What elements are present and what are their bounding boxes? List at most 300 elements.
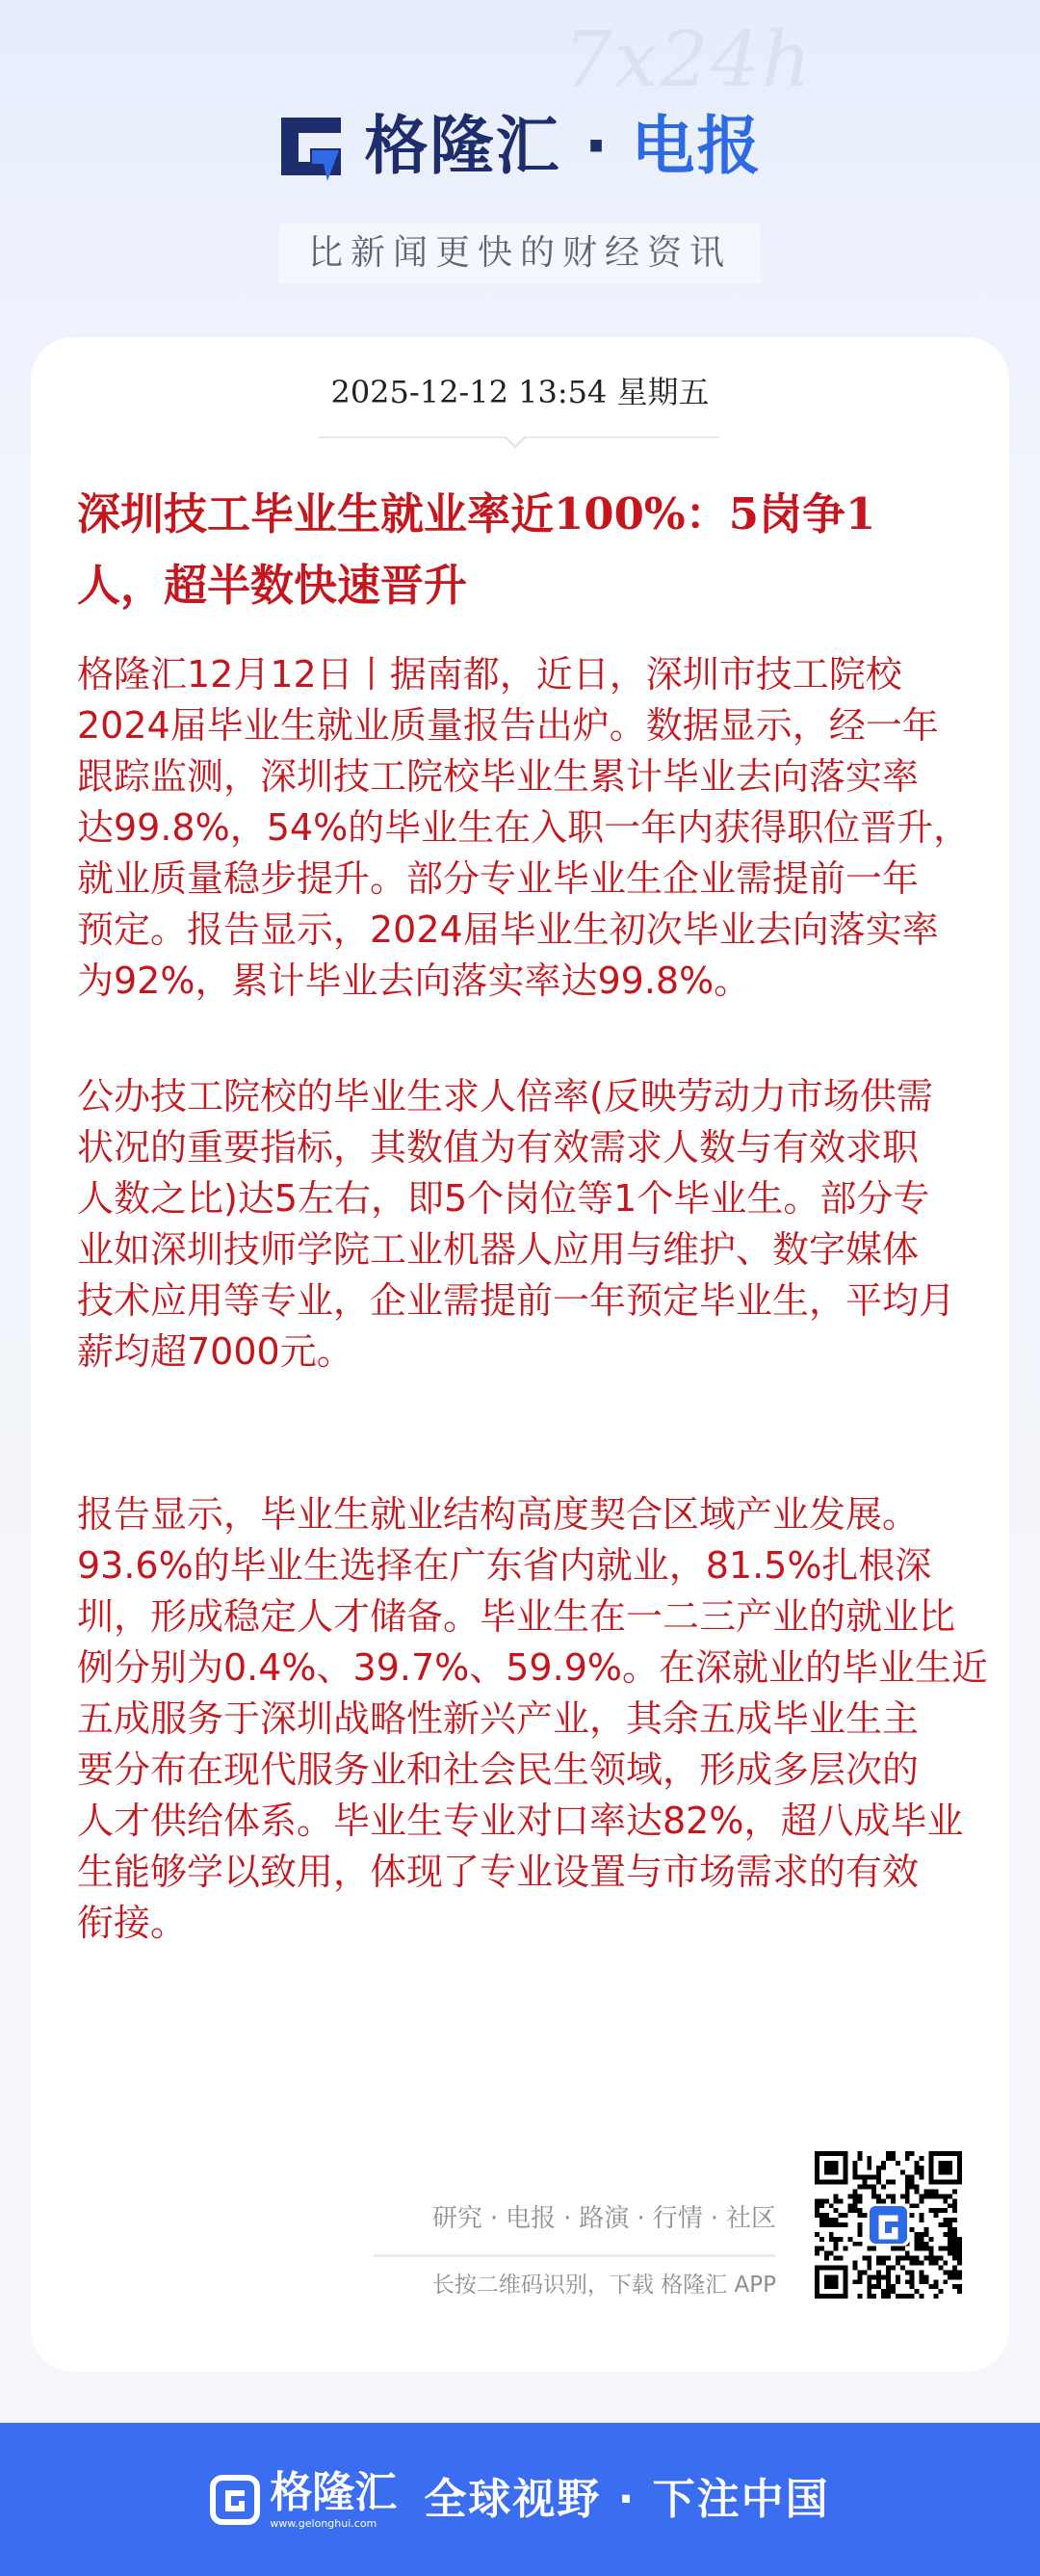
qr-module bbox=[891, 2151, 896, 2156]
qr-module bbox=[920, 2242, 924, 2247]
qr-module bbox=[924, 2189, 929, 2194]
qr-module bbox=[920, 2261, 924, 2266]
text-line: 人才供给体系。毕业生专业对口率达82%，超八成毕业 bbox=[77, 1800, 964, 1842]
separator: · bbox=[563, 2204, 572, 2233]
text-line: 薪均超7000元。 bbox=[77, 1330, 353, 1373]
qr-module bbox=[867, 2256, 871, 2261]
qr-module bbox=[952, 2237, 957, 2242]
qr-module bbox=[915, 2185, 920, 2190]
qr-module bbox=[829, 2222, 834, 2227]
qr-module bbox=[933, 2213, 938, 2218]
qr-module bbox=[948, 2242, 952, 2247]
qr-module bbox=[910, 2279, 915, 2284]
qr-module bbox=[943, 2279, 948, 2284]
qr-module bbox=[886, 2279, 891, 2284]
qr-module bbox=[905, 2294, 910, 2299]
qr-module bbox=[871, 2175, 876, 2180]
qr-module bbox=[915, 2161, 920, 2166]
qr-module bbox=[867, 2161, 871, 2166]
qr-module bbox=[852, 2198, 857, 2203]
qr-module bbox=[905, 2270, 910, 2274]
qr-module bbox=[957, 2247, 962, 2251]
gelonghui-logo-icon bbox=[277, 112, 347, 181]
footer-banner bbox=[0, 2423, 1040, 2576]
text-line: 为92%，累计毕业去向落实率达99.8%。 bbox=[77, 959, 751, 1002]
qr-module bbox=[948, 2227, 952, 2232]
qr-module bbox=[881, 2185, 886, 2190]
qr-module bbox=[876, 2166, 881, 2170]
promo-link-telegraph[interactable]: 电报 bbox=[506, 2204, 557, 2233]
qr-module bbox=[867, 2294, 871, 2299]
qr-module bbox=[891, 2198, 896, 2203]
qr-module bbox=[943, 2218, 948, 2222]
qr-module bbox=[910, 2294, 915, 2299]
qr-module bbox=[915, 2242, 920, 2247]
qr-module bbox=[881, 2294, 886, 2299]
title-line: 深圳技工毕业生就业率近100%：5岗争1 bbox=[77, 488, 876, 539]
text-line: 业如深圳技师学院工业机器人应用与维护、数字媒体 bbox=[77, 1228, 920, 1271]
text-line: 格隆汇12月12日丨据南都，近日，深圳市技工院校 bbox=[77, 653, 902, 696]
qr-module bbox=[871, 2194, 876, 2198]
text-line: 2024届毕业生就业质量报告出炉。数据显示，经一年 bbox=[77, 704, 939, 747]
qr-module bbox=[905, 2279, 910, 2284]
qr-module bbox=[852, 2265, 857, 2270]
qr-module bbox=[948, 2222, 952, 2227]
qr-module bbox=[928, 2284, 933, 2289]
gelonghui-logo-icon bbox=[210, 2475, 260, 2525]
text-line: 达99.8%，54%的毕业生在入职一年内获得职位晋升， bbox=[77, 806, 971, 849]
qr-module bbox=[905, 2185, 910, 2190]
qr-module bbox=[824, 2222, 829, 2227]
qr-module bbox=[852, 2242, 857, 2247]
qr-module bbox=[920, 2294, 924, 2299]
qr-module bbox=[920, 2237, 924, 2242]
qr-module bbox=[819, 2198, 824, 2203]
title-line: 人，超半数快速晋升 bbox=[77, 560, 468, 611]
qr-module bbox=[900, 2247, 905, 2251]
qr-module bbox=[829, 2237, 834, 2242]
qr-module bbox=[815, 2203, 819, 2208]
qr-module bbox=[819, 2203, 824, 2208]
qr-module bbox=[867, 2156, 871, 2161]
qr-module bbox=[957, 2251, 962, 2256]
text-line: 五成服务于深圳战略性新兴产业，其余五成毕业生主 bbox=[77, 1697, 920, 1740]
qr-module bbox=[829, 2218, 834, 2222]
qr-module bbox=[915, 2232, 920, 2237]
qr-module bbox=[834, 2242, 839, 2247]
qr-module bbox=[862, 2175, 867, 2180]
text-line: 报告显示，毕业生就业结构高度契合区域产业发展。 bbox=[77, 1493, 920, 1536]
qr-module bbox=[910, 2284, 915, 2289]
qr-module bbox=[933, 2284, 938, 2289]
qr-module bbox=[862, 2185, 867, 2190]
qr-module bbox=[938, 2194, 943, 2198]
qr-module bbox=[920, 2156, 924, 2161]
qr-module bbox=[910, 2256, 915, 2261]
qr-module bbox=[857, 2227, 862, 2232]
qr-module bbox=[824, 2218, 829, 2222]
qr-module bbox=[848, 2208, 853, 2213]
qr-module bbox=[834, 2208, 839, 2213]
qr-module bbox=[957, 2289, 962, 2294]
qr-module bbox=[957, 2284, 962, 2289]
qr-module bbox=[862, 2256, 867, 2261]
qr-module bbox=[857, 2156, 862, 2161]
text-line: 预定。报告显示，2024届毕业生初次毕业去向落实率 bbox=[77, 908, 939, 951]
qr-module bbox=[924, 2256, 929, 2261]
qr-module bbox=[948, 2237, 952, 2242]
qr-module bbox=[948, 2274, 952, 2279]
qr-module bbox=[957, 2261, 962, 2266]
qr-module bbox=[920, 2175, 924, 2180]
brand-header bbox=[0, 106, 1040, 187]
qr-module bbox=[844, 2222, 848, 2227]
qr-module bbox=[891, 2180, 896, 2185]
qr-module bbox=[910, 2180, 915, 2185]
text-line: 公办技工院校的毕业生求人倍率(反映劳动力市场供需 bbox=[77, 1075, 933, 1117]
qr-module bbox=[819, 2247, 824, 2251]
qr-module bbox=[815, 2232, 819, 2237]
qr-module bbox=[957, 2237, 962, 2242]
promo-link-market[interactable]: 行情 bbox=[652, 2204, 703, 2233]
qr-module bbox=[824, 2256, 829, 2261]
qr-module bbox=[924, 2232, 929, 2237]
qr-module bbox=[933, 2294, 938, 2299]
text-line: 93.6%的毕业生选择在广东省内就业，81.5%扎根深 bbox=[77, 1544, 932, 1587]
text-line: 跟踪监测，深圳技工院校毕业生累计毕业去向落实率 bbox=[77, 755, 920, 798]
qr-module bbox=[900, 2194, 905, 2198]
qr-module bbox=[891, 2194, 896, 2198]
qr-module bbox=[924, 2227, 929, 2232]
qr-module bbox=[938, 2208, 943, 2213]
qr-module bbox=[857, 2222, 862, 2227]
qr-module bbox=[881, 2161, 886, 2166]
qr-module bbox=[910, 2261, 915, 2266]
qr-module bbox=[948, 2270, 952, 2274]
qr-module bbox=[924, 2194, 929, 2198]
qr-module bbox=[915, 2256, 920, 2261]
footer-logo bbox=[210, 2469, 397, 2531]
qr-module bbox=[910, 2185, 915, 2190]
qr-module bbox=[948, 2247, 952, 2251]
qr-module bbox=[839, 2198, 844, 2203]
qr-module bbox=[857, 2185, 862, 2190]
qr-module bbox=[905, 2151, 910, 2156]
qr-module bbox=[867, 2279, 871, 2284]
qr-module bbox=[829, 2251, 834, 2256]
promo-link-community[interactable]: 社区 bbox=[725, 2204, 776, 2233]
qr-module bbox=[881, 2256, 886, 2261]
qr-module bbox=[943, 2247, 948, 2251]
qr-module bbox=[852, 2175, 857, 2180]
watermark-7x24h: 7x24h bbox=[563, 14, 814, 104]
qr-module bbox=[886, 2294, 891, 2299]
qr-module bbox=[871, 2247, 876, 2251]
promo-links bbox=[277, 2201, 776, 2236]
qr-module bbox=[915, 2247, 920, 2251]
qr-module bbox=[862, 2270, 867, 2274]
qr-module bbox=[867, 2247, 871, 2251]
text-line: 就业质量稳步提升。部分专业毕业生企业需提前一年 bbox=[77, 857, 920, 900]
qr-module bbox=[857, 2270, 862, 2274]
qr-module bbox=[852, 2189, 857, 2194]
qr-module bbox=[943, 2232, 948, 2237]
qr-module bbox=[876, 2261, 881, 2266]
promo-link-roadshow[interactable]: 路演 bbox=[579, 2204, 630, 2233]
qr-module bbox=[891, 2284, 896, 2289]
qr-module bbox=[891, 2156, 896, 2161]
qr-module bbox=[867, 2284, 871, 2289]
qr-module bbox=[891, 2265, 896, 2270]
qr-module bbox=[952, 2218, 957, 2222]
qr-module bbox=[896, 2274, 900, 2279]
separator: · bbox=[637, 2204, 645, 2233]
qr-module bbox=[910, 2213, 915, 2218]
qr-module bbox=[852, 2166, 857, 2170]
qr-module bbox=[910, 2227, 915, 2232]
qr-module bbox=[933, 2279, 938, 2284]
qr-module bbox=[915, 2189, 920, 2194]
text-line: 衔接。 bbox=[77, 1902, 188, 1944]
qr-module bbox=[834, 2198, 839, 2203]
qr-module bbox=[952, 2270, 957, 2274]
qr-module bbox=[862, 2180, 867, 2185]
qr-module bbox=[952, 2251, 957, 2256]
footer-slogan: 全球视野 · 下注中国 bbox=[424, 2474, 830, 2524]
qr-module bbox=[819, 2218, 824, 2222]
qr-module bbox=[844, 2213, 848, 2218]
qr-module bbox=[952, 2274, 957, 2279]
qr-module bbox=[852, 2261, 857, 2266]
qr-module bbox=[857, 2279, 862, 2284]
qr-module bbox=[886, 2180, 891, 2185]
qr-module bbox=[886, 2274, 891, 2279]
qr-module bbox=[834, 2194, 839, 2198]
qr-module bbox=[900, 2170, 905, 2175]
separator: · bbox=[489, 2204, 499, 2233]
qr-module bbox=[952, 2242, 957, 2247]
qr-module bbox=[834, 2237, 839, 2242]
qr-module bbox=[924, 2242, 929, 2247]
qr-module bbox=[834, 2247, 839, 2251]
qr-module bbox=[876, 2256, 881, 2261]
qr-module bbox=[915, 2237, 920, 2242]
qr-module bbox=[819, 2237, 824, 2242]
qr-module bbox=[933, 2208, 938, 2213]
qr-module bbox=[886, 2270, 891, 2274]
qr-module bbox=[896, 2256, 900, 2261]
qr-module bbox=[876, 2284, 881, 2289]
qr-module bbox=[886, 2265, 891, 2270]
qr-module bbox=[943, 2270, 948, 2274]
qr-module bbox=[920, 2279, 924, 2284]
qr-module bbox=[862, 2213, 867, 2218]
qr-module bbox=[886, 2289, 891, 2294]
qr-hint: 长按二维码识别，下载 格隆汇 APP bbox=[431, 2273, 776, 2298]
qr-module bbox=[867, 2261, 871, 2266]
qr-module bbox=[933, 2256, 938, 2261]
qr-module bbox=[867, 2185, 871, 2190]
qr-module bbox=[834, 2218, 839, 2222]
qr-module bbox=[933, 2261, 938, 2266]
qr-module bbox=[938, 2222, 943, 2227]
qr-module bbox=[881, 2261, 886, 2266]
promo-divider bbox=[374, 2254, 776, 2257]
qr-module bbox=[896, 2247, 900, 2251]
qr-module bbox=[957, 2274, 962, 2279]
qr-module bbox=[857, 2274, 862, 2279]
qr-module bbox=[852, 2203, 857, 2208]
qr-module bbox=[910, 2151, 915, 2156]
qr-module bbox=[900, 2265, 905, 2270]
qr-module bbox=[920, 2274, 924, 2279]
brand-separator: · bbox=[584, 109, 609, 183]
qr-module bbox=[815, 2247, 819, 2251]
tagline bbox=[0, 223, 1040, 283]
qr-module bbox=[928, 2251, 933, 2256]
qr-module bbox=[943, 2198, 948, 2203]
qr-module bbox=[857, 2294, 862, 2299]
qr-module bbox=[857, 2175, 862, 2180]
qr-module bbox=[905, 2251, 910, 2256]
qr-module bbox=[886, 2284, 891, 2289]
qr-module bbox=[857, 2198, 862, 2203]
promo-link-research[interactable]: 研究 bbox=[431, 2204, 482, 2233]
qr-module bbox=[876, 2279, 881, 2284]
qr-module bbox=[886, 2151, 891, 2156]
qr-module bbox=[938, 2247, 943, 2251]
qr-module bbox=[848, 2237, 853, 2242]
article-paragraph-1 bbox=[77, 649, 1001, 1007]
qr-module bbox=[852, 2170, 857, 2175]
qr-module bbox=[876, 2175, 881, 2180]
qr-module bbox=[867, 2274, 871, 2279]
tagline-text: 比新闻更快的财经资讯 bbox=[279, 223, 761, 283]
qr-module bbox=[920, 2194, 924, 2198]
qr-module bbox=[920, 2213, 924, 2218]
qr-module bbox=[819, 2213, 824, 2218]
qr-module bbox=[815, 2208, 819, 2213]
qr-module bbox=[848, 2203, 853, 2208]
qr-module bbox=[933, 2194, 938, 2198]
qr-module bbox=[900, 2256, 905, 2261]
text-line: 例分别为0.4%、39.7%、59.9%。在深就业的毕业生近 bbox=[77, 1646, 988, 1689]
qr-module bbox=[948, 2218, 952, 2222]
qr-module bbox=[876, 2170, 881, 2175]
qr-module bbox=[857, 2213, 862, 2218]
qr-module bbox=[848, 2194, 853, 2198]
text-line: 人数之比)达5左右，即5个岗位等1个毕业生。部分专 bbox=[77, 1177, 930, 1220]
qr-module bbox=[933, 2189, 938, 2194]
qr-module bbox=[952, 2256, 957, 2261]
qr-module bbox=[857, 2151, 862, 2156]
qr-module bbox=[957, 2242, 962, 2247]
qr-module bbox=[867, 2175, 871, 2180]
qr-module bbox=[915, 2170, 920, 2175]
qr-module bbox=[839, 2237, 844, 2242]
qr-module bbox=[876, 2270, 881, 2274]
qr-module bbox=[857, 2232, 862, 2237]
article-paragraph-2 bbox=[77, 1071, 1001, 1378]
article-datetime: 2025-12-12 13:54 星期五 bbox=[330, 374, 710, 410]
qr-module bbox=[871, 2274, 876, 2279]
footer-brand-name: 格隆汇 bbox=[270, 2467, 398, 2517]
qr-module bbox=[839, 2222, 844, 2227]
qr-module bbox=[896, 2161, 900, 2166]
qr-module bbox=[915, 2289, 920, 2294]
qr-module bbox=[886, 2156, 891, 2161]
qr-module bbox=[957, 2256, 962, 2261]
qr-module bbox=[938, 2256, 943, 2261]
qr-module bbox=[928, 2247, 933, 2251]
qr-module bbox=[881, 2166, 886, 2170]
qr-module bbox=[871, 2294, 876, 2299]
qr-module bbox=[928, 2189, 933, 2194]
qr-module bbox=[915, 2166, 920, 2170]
qr-module bbox=[943, 2222, 948, 2227]
qr-module bbox=[815, 2198, 819, 2203]
brand-section: 电报 bbox=[631, 109, 763, 183]
qr-module bbox=[928, 2237, 933, 2242]
qr-module bbox=[920, 2247, 924, 2251]
qr-module bbox=[920, 2166, 924, 2170]
qr-module bbox=[896, 2261, 900, 2266]
qr-module bbox=[952, 2232, 957, 2237]
qr-code-icon[interactable] bbox=[815, 2151, 962, 2299]
qr-module bbox=[857, 2194, 862, 2198]
qr-module bbox=[910, 2203, 915, 2208]
qr-module bbox=[886, 2194, 891, 2198]
qr-module bbox=[905, 2156, 910, 2161]
qr-module bbox=[952, 2203, 957, 2208]
qr-module bbox=[834, 2222, 839, 2227]
qr-module bbox=[938, 2265, 943, 2270]
qr-module bbox=[928, 2261, 933, 2266]
qr-module bbox=[952, 2227, 957, 2232]
text-line: 生能够学以致用，体现了专业设置与市场需求的有效 bbox=[77, 1851, 920, 1893]
qr-module bbox=[876, 2180, 881, 2185]
qr-module bbox=[871, 2185, 876, 2190]
qr-module bbox=[905, 2175, 910, 2180]
qr-module bbox=[829, 2203, 834, 2208]
qr-module bbox=[844, 2247, 848, 2251]
qr-module bbox=[924, 2279, 929, 2284]
qr-module bbox=[920, 2218, 924, 2222]
qr-module bbox=[819, 2222, 824, 2227]
qr-module bbox=[852, 2194, 857, 2198]
qr-module bbox=[881, 2198, 886, 2203]
qr-module bbox=[943, 2194, 948, 2198]
qr-module bbox=[886, 2256, 891, 2261]
qr-module bbox=[943, 2261, 948, 2266]
qr-module bbox=[834, 2256, 839, 2261]
footer-url: www.gelonghui.com bbox=[270, 2516, 377, 2530]
qr-module bbox=[920, 2270, 924, 2274]
qr-module bbox=[952, 2189, 957, 2194]
qr-module bbox=[815, 2213, 819, 2218]
qr-module bbox=[952, 2284, 957, 2289]
qr-module bbox=[952, 2208, 957, 2213]
qr-module bbox=[957, 2270, 962, 2274]
qr-module bbox=[938, 2289, 943, 2294]
qr-module bbox=[839, 2213, 844, 2218]
qr-module bbox=[900, 2294, 905, 2299]
qr-module bbox=[915, 2261, 920, 2266]
qr-module bbox=[839, 2256, 844, 2261]
qr-module bbox=[881, 2289, 886, 2294]
qr-module bbox=[924, 2247, 929, 2251]
qr-module bbox=[857, 2208, 862, 2213]
